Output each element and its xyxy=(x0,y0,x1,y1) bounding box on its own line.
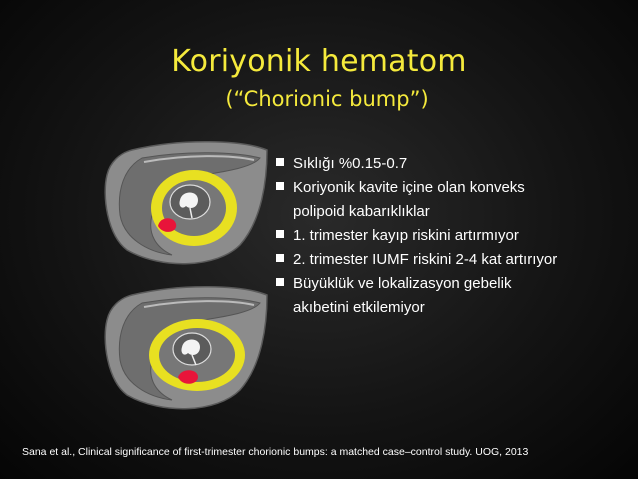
slide-subtitle: (“Chorionic bump”) xyxy=(225,87,429,111)
square-bullet-icon xyxy=(276,278,284,286)
square-bullet-icon xyxy=(276,182,284,190)
bullet-line: 2. trimester IUMF riskini 2-4 kat artırıyor xyxy=(293,251,558,268)
uterus-illustration-bottom xyxy=(102,285,272,415)
bullet-item xyxy=(276,248,626,272)
square-bullet-icon xyxy=(276,158,284,166)
citation: Sana et al., Clinical significance of first-trimester chorionic bumps: a matched case–control study. UOG, 2013 xyxy=(22,446,529,458)
bullet-line: polipoid kabarıklıklar xyxy=(293,203,430,220)
bullet-line: akıbetini etkilemiyor xyxy=(293,299,425,316)
bullet-item xyxy=(276,224,626,248)
bullet-list xyxy=(276,152,626,320)
square-bullet-icon xyxy=(276,230,284,238)
bullet-line: Koriyonik kavite içine olan konveks xyxy=(293,179,525,196)
bullet-item xyxy=(276,272,626,320)
square-bullet-icon xyxy=(276,254,284,262)
bullet-line: Sıklığı %0.15-0.7 xyxy=(293,155,408,172)
uterus-illustration-top xyxy=(102,140,272,270)
bullet-item xyxy=(276,176,626,224)
slide-title: Koriyonik hematom xyxy=(171,44,467,79)
bullet-line: 1. trimester kayıp riskini artırmıyor xyxy=(293,227,519,244)
bullet-item xyxy=(276,152,626,176)
bullet-line: Büyüklük ve lokalizasyon gebelik xyxy=(293,275,512,292)
